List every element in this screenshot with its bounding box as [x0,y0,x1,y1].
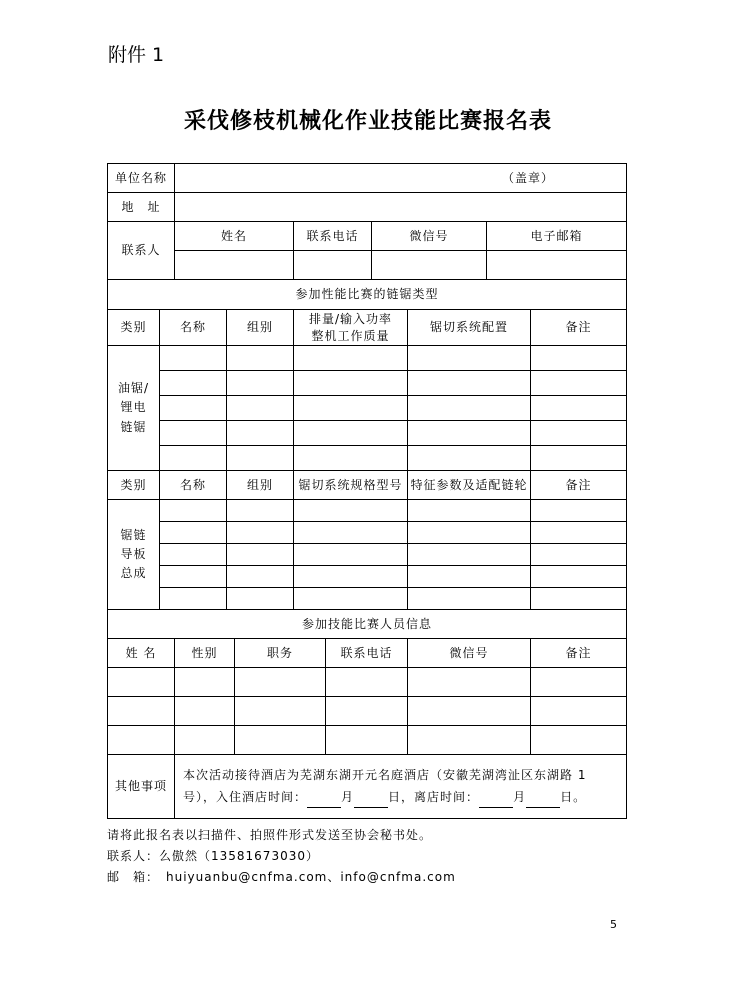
staff-header-row [108,639,627,668]
chain-group-field[interactable] [227,522,294,544]
other-line2-d: 月 [513,789,527,804]
saw-config-field[interactable] [408,396,531,421]
saw-group-header: 组别 [227,310,294,346]
saw-power-field[interactable] [294,371,408,396]
chain-name-field[interactable] [160,522,227,544]
saw-category-cell [108,346,160,471]
address-label: 地 址 [108,193,175,222]
staff-row [108,668,627,697]
chain-group-header: 组别 [227,471,294,500]
staff-name-header: 姓 名 [108,639,175,668]
form-title: 采伐修枝机械化作业技能比赛报名表 [183,109,552,134]
saw-remark-field[interactable] [531,371,627,396]
chain-category-cell [108,500,160,610]
saw-config-field[interactable] [408,421,531,446]
page-number: 5 [610,918,617,931]
staff-row [108,726,627,755]
chain-params-field[interactable] [408,500,531,522]
contact-name-header: 姓名 [175,222,294,251]
saw-row [108,371,627,396]
staff-position-field[interactable] [235,668,326,697]
chain-params-field[interactable] [408,588,531,610]
chain-row [108,500,627,522]
staff-name-field[interactable] [108,697,175,726]
contact-name-field[interactable] [175,251,294,280]
checkout-month-blank[interactable] [479,795,513,808]
chain-header-row [108,471,627,500]
saw-category-line3: 链锯 [120,419,147,434]
chain-remark-header: 备注 [531,471,627,500]
chain-category-line3: 总成 [120,566,147,581]
chain-spec-field[interactable] [294,544,408,566]
staff-gender-header: 性别 [175,639,235,668]
staff-position-header: 职务 [235,639,326,668]
chain-group-field[interactable] [227,544,294,566]
staff-remark-field[interactable] [531,668,627,697]
attachment-label: 附件 1 [108,44,165,66]
staff-phone-field[interactable] [326,726,408,755]
contact-label: 联系人 [108,222,175,280]
staff-row [108,697,627,726]
saw-row [108,421,627,446]
contact-email-header: 电子邮箱 [487,222,627,251]
registration-form-table [107,163,627,819]
staff-gender-field[interactable] [175,726,235,755]
chain-row [108,544,627,566]
staff-position-field[interactable] [235,726,326,755]
saw-power-field[interactable] [294,396,408,421]
saw-group-field[interactable] [227,371,294,396]
saw-power-line1: 排量/输入功率 [308,312,393,327]
staff-wechat-header: 微信号 [408,639,531,668]
other-line2-b: 月 [341,789,355,804]
checkout-day-blank[interactable] [526,795,560,808]
footer-contact: 联系人：么傲然（13581673030） [107,849,319,863]
saw-row [108,396,627,421]
staff-name-field[interactable] [108,726,175,755]
saw-group-field[interactable] [227,396,294,421]
chain-category-line1: 锯链 [120,527,147,542]
address-row [108,193,627,222]
chain-params-field[interactable] [408,544,531,566]
saw-category-header: 类别 [108,310,160,346]
saw-power-line2: 整机工作质量 [311,328,390,343]
chain-remark-field[interactable] [531,566,627,588]
saw-name-header: 名称 [160,310,227,346]
chain-group-field[interactable] [227,500,294,522]
checkin-month-blank[interactable] [307,795,341,808]
saw-name-field[interactable] [160,371,227,396]
chain-remark-field[interactable] [531,544,627,566]
chain-spec-header: 锯切系统规格型号 [294,471,408,500]
footer-email: 邮 箱： huiyuanbu@cnfma.com、info@cnfma.com [107,870,456,884]
contact-phone-header: 联系电话 [294,222,372,251]
contact-input-row [108,251,627,280]
staff-phone-field[interactable] [326,697,408,726]
chain-params-field[interactable] [408,522,531,544]
staff-section-title: 参加技能比赛人员信息 [108,610,627,639]
saw-power-field[interactable] [294,446,408,471]
staff-wechat-field[interactable] [408,668,531,697]
chain-remark-field[interactable] [531,588,627,610]
unit-label: 单位名称 [108,164,175,193]
saw-config-header: 锯切系统配置 [408,310,531,346]
chain-spec-field[interactable] [294,566,408,588]
chain-spec-field[interactable] [294,500,408,522]
other-line1: 本次活动接待酒店为芜湖东湖开元名庭酒店（安徽芜湖湾沚区东湖路 1 [183,767,587,782]
saw-config-field[interactable] [408,371,531,396]
saw-remark-header: 备注 [531,310,627,346]
saw-config-field[interactable] [408,346,531,371]
other-row [108,755,627,819]
saw-name-field[interactable] [160,396,227,421]
staff-phone-field[interactable] [326,668,408,697]
saw-row [108,446,627,471]
chain-category-line2: 导板 [120,546,147,561]
footer-notes [107,825,456,888]
other-line2-a: 号），入住酒店时间： [183,789,308,804]
chain-remark-field[interactable] [531,500,627,522]
chain-row [108,588,627,610]
address-value-field[interactable] [175,193,627,222]
staff-remark-field[interactable] [531,726,627,755]
saw-group-field[interactable] [227,346,294,371]
saw-power-field[interactable] [294,346,408,371]
contact-phone-field[interactable] [294,251,372,280]
saw-category-line1: 油锯/ [117,381,150,396]
footer-instruction: 请将此报名表以扫描件、拍照件形式发送至协会秘书处。 [107,828,433,842]
checkin-day-blank[interactable] [354,795,388,808]
saw-remark-field[interactable] [531,421,627,446]
contact-email-field[interactable] [487,251,627,280]
unit-value-field[interactable] [175,164,627,193]
saw-row [108,346,627,371]
chain-name-field[interactable] [160,566,227,588]
saw-power-field[interactable] [294,421,408,446]
staff-gender-field[interactable] [175,668,235,697]
saw-category-line2: 锂电 [120,400,147,415]
staff-wechat-field[interactable] [408,726,531,755]
staff-gender-field[interactable] [175,697,235,726]
chain-group-field[interactable] [227,566,294,588]
chain-name-field[interactable] [160,544,227,566]
saw-remark-field[interactable] [531,446,627,471]
contact-header-row [108,222,627,251]
staff-remark-header: 备注 [531,639,627,668]
chain-group-field[interactable] [227,588,294,610]
saw-name-field[interactable] [160,346,227,371]
chain-params-field[interactable] [408,566,531,588]
chain-name-field[interactable] [160,500,227,522]
saw-section-title: 参加性能比赛的链锯类型 [108,280,627,310]
staff-wechat-field[interactable] [408,697,531,726]
chain-name-field[interactable] [160,588,227,610]
chain-spec-field[interactable] [294,522,408,544]
staff-name-field[interactable] [108,668,175,697]
chain-category-header: 类别 [108,471,160,500]
stamp-label: （盖章） [502,170,555,185]
unit-row [108,164,627,193]
staff-position-field[interactable] [235,697,326,726]
saw-remark-field[interactable] [531,346,627,371]
saw-group-field[interactable] [227,421,294,446]
saw-config-field[interactable] [408,446,531,471]
other-notes [175,755,627,819]
other-line2-e: 日。 [560,789,587,804]
chain-row [108,566,627,588]
chain-name-header: 名称 [160,471,227,500]
chain-spec-field[interactable] [294,588,408,610]
saw-power-header [294,310,408,346]
contact-wechat-field[interactable] [372,251,487,280]
saw-name-field[interactable] [160,421,227,446]
saw-name-field[interactable] [160,446,227,471]
saw-remark-field[interactable] [531,396,627,421]
chain-row [108,522,627,544]
contact-wechat-header: 微信号 [372,222,487,251]
chain-params-header: 特征参数及适配链轮 [408,471,531,500]
other-label: 其他事项 [108,755,175,819]
other-line2-c: 日，离店时间： [388,789,480,804]
staff-remark-field[interactable] [531,697,627,726]
chain-remark-field[interactable] [531,522,627,544]
saw-section-row [108,280,627,310]
staff-section-row [108,610,627,639]
saw-header-row [108,310,627,346]
staff-phone-header: 联系电话 [326,639,408,668]
saw-group-field[interactable] [227,446,294,471]
